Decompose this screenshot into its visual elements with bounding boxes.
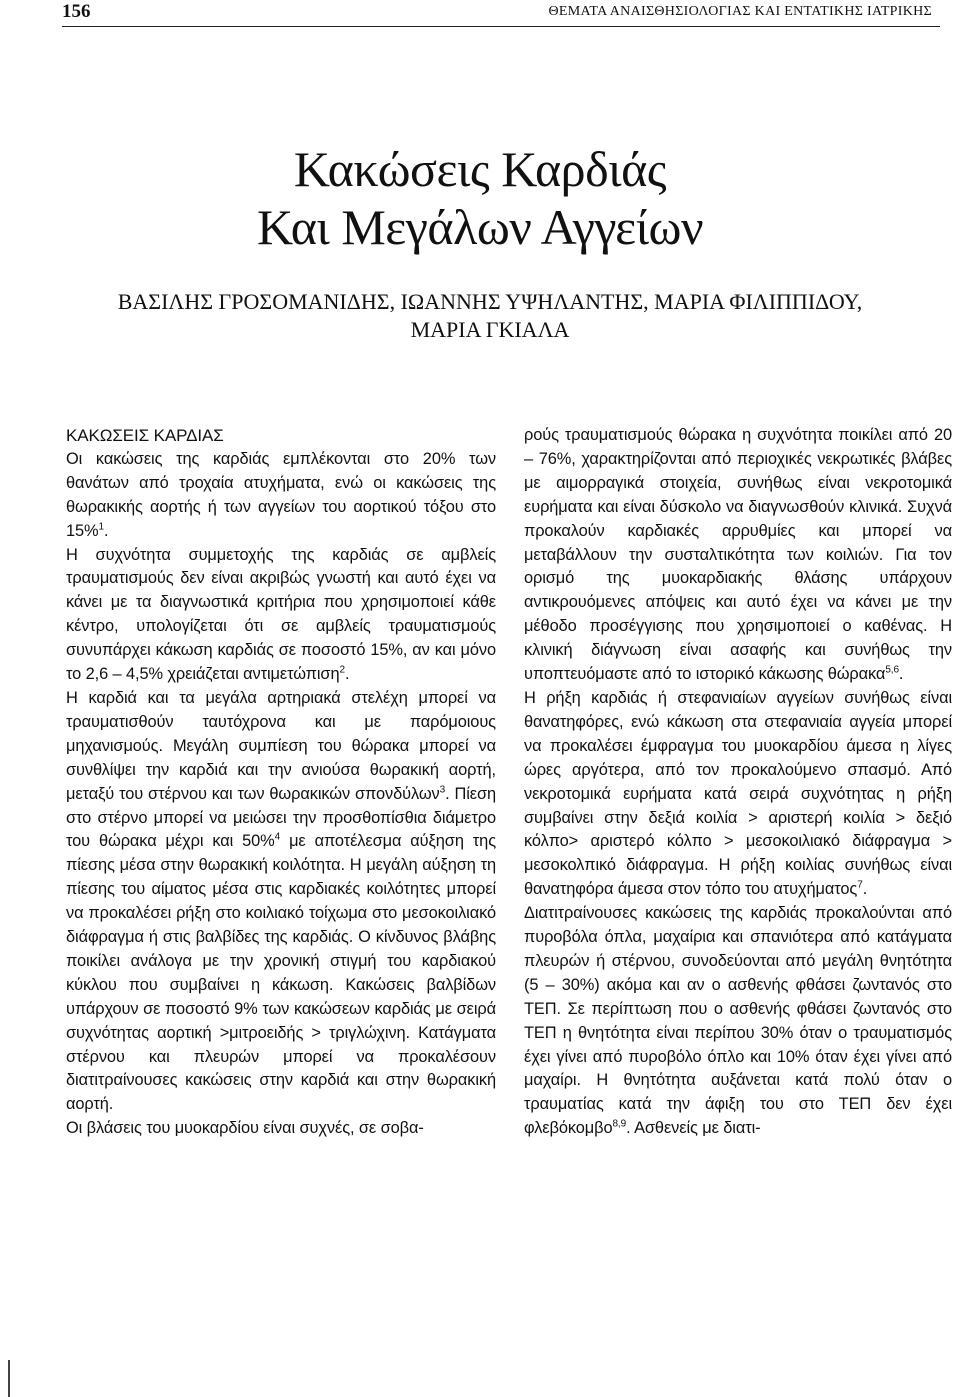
- reference-marker: 2: [339, 664, 345, 676]
- paragraph-text: ρούς τραυματισμούς θώρακα η συχνότητα ποικίλει από 20 – 76%, χαρακτηρίζονται από περιοχικές νεκρωτικές βλάβες με αιμορραγικά στοιχεία, συνήθως είναι νεκροτομικά ευρήματα και είναι δύσκολο να διαγνωσθούν κλινικά. Συχνά προκαλούν καρδιακές αρρυθμίες και μπορεί να μεταβάλλουν την συσταλτικότητα των κοιλιών. Για τον ορισμό της μυοκαρδιακής θλάσης υπάρχουν αντικρουόμενες απόψεις και αυτό έχει να κάνει με την μέθοδο προσέγγισης που χρησιμοποιεί ο καθένας. Η κλινική διάγνωση είναι ασαφής και συνήθως την υποπτευόμαστε από το ιστορικό κάκωσης θώρακα: [524, 426, 952, 684]
- reference-marker: 3: [439, 784, 446, 796]
- paragraph: [66, 687, 496, 1117]
- left-column: [66, 424, 496, 1141]
- authors-line-2: ΜΑΡΙΑ ΓΚΙΑΛΑ: [410, 317, 570, 342]
- paragraph: [524, 424, 952, 687]
- paragraph-text: Η ρήξη καρδιάς ή στεφανιαίων αγγείων συνήθως είναι θανατηφόρες, ενώ κάκωση στα στεφανιαία αγγεία μπορεί να προκαλέσει έμφραγμα του μυοκαρδίου άμεσα η λίγες ώρες αργότερα, από τον προκαλούμενο σπασμό. Από νεκροτομικά ευρήματα κατά σειρά συχνότητας η ρήξη συμβαίνει στην δεξιά κοιλία > αριστερή κοιλία > δεξιό κόλπο> αριστερό κόλπο > μεσοκοιλιακό διάφραγμα > μεσοκολπικό διάφραγμα. Η ρήξη κοιλίας συνήθως είναι θανατηφόρα άμεσα στον τόπο του ατυχήματος: [524, 688, 952, 899]
- title-line-1: Κακώσεις Καρδιάς: [293, 141, 667, 197]
- authors: [30, 288, 950, 344]
- paragraph-text: με αποτέλεσμα αύξηση της πίεσης μέσα στην θωρακική κοιλότητα. Η μεγάλη αύξηση τη πίεσης του αίματος μέσα στις καρδιακές κοιλότητες μπορεί να προκαλέσει ρήξη στο κοιλιακό τοίχωμα στο μεσοκοιλιακό διάφραγμα ή στις βαλβίδες της καρδιάς. Ο κίνδυνος βλάβης ποικίλει ανάλογα με την χρονική στιγμή του καρδιακού κύκλου που συμβαίνει η κάκωση. Κακώσεις βαλβίδων υπάρχουν σε ποσοστό 9% των κακώσεων καρδιάς με σειρά συχνότητας αορτική >μιτροειδής > τριγλώχινη. Κατάγματα στέρνου και πλευρών μπορεί να προκαλέσουν διατιτραίνουσες κακώσεις στην καρδιά και στην θωρακική αορτή.: [66, 832, 496, 1114]
- paragraph-end: .: [103, 521, 109, 540]
- paragraph: [66, 544, 496, 687]
- authors-line-1: ΒΑΣΙΛΗΣ ΓΡΟΣΟΜΑΝΙΔΗΣ, ΙΩΑΝΝΗΣ ΥΨΗΛΑΝΤΗΣ, ΜΑΡΙΑ ΦΙΛΙΠΠΙΔΟΥ,: [117, 289, 863, 314]
- scan-margin-mark: [8, 1360, 10, 1397]
- reference-marker: 5,6: [885, 664, 899, 676]
- paragraph-text: Η καρδιά και τα μεγάλα αρτηριακά στελέχη μπορεί να τραυματισθούν ταυτόχρονα και με παρόμοιους μηχανισμούς. Μεγάλη συμπίεση του θώρακα μπορεί να συνθλίψει την καρδιά και την ανιούσα θωρακική αορτή, μεταξύ του στέρνου και των θωρακικών σπονδύλων: [66, 688, 496, 803]
- reference-marker: 7: [857, 879, 863, 891]
- journal-title: ΘΕΜΑΤΑ ΑΝΑΙΣΘΗΣΙΟΛΟΓΙΑΣ ΚΑΙ ΕΝΤΑΤΙΚΗΣ ΙΑΤΡΙΚΗΣ: [548, 4, 932, 19]
- paragraph-text: . Πίεση στο στέρνο μπορεί να μειώσει την προσθοπίσθια διάμετρο του θώρακα μέχρι και 50%: [66, 784, 496, 851]
- page-number: 156: [62, 1, 91, 22]
- title-line-2: Και Μεγάλων Αγγείων: [256, 199, 704, 255]
- paragraph-text: Οι κακώσεις της καρδιάς εμπλέκονται στο 20% των θανάτων από τροχαία ατυχήματα, ενώ οι κακώσεις της θωρακικής αορτής ή των αγγείων του αορτικού τόξου στο 15%: [66, 449, 496, 540]
- paragraph: [524, 687, 952, 902]
- paragraph: [524, 902, 952, 1141]
- reference-marker: 4: [274, 831, 281, 843]
- reference-marker: 8,9: [612, 1118, 627, 1130]
- paragraph-text: Η συχνότητα συμμετοχής της καρδιάς σε αμβλείς τραυματισμούς δεν είναι ακριβώς γνωστή και αυτό έχει να κάνει με τα διαγνωστικά κριτήρια που χρησιμοποιεί κάθε κέντρο, υπολογίζεται ότι σε αμβλείς τραυματισμούς συνυπάρχει κάκωση καρδιάς σε ποσοστό 15%, αν και μόνο το 2,6 – 4,5% χρειάζεται αντιμετώπιση: [66, 545, 496, 684]
- running-header: [62, 0, 940, 27]
- article-title: [0, 140, 960, 256]
- paragraph-text: Οι βλάσεις του μυοκαρδίου είναι συχνές, σε σοβα-: [66, 1119, 424, 1138]
- right-column: [524, 424, 952, 1141]
- paragraph: [66, 1117, 496, 1141]
- paragraph: [66, 448, 496, 544]
- paragraph-text: . Ασθενείς με διατι-: [626, 1119, 761, 1138]
- reference-marker: 1: [98, 521, 104, 533]
- paragraph-end: .: [898, 665, 904, 684]
- paragraph-text: Διατιτραίνουσες κακώσεις της καρδιάς προκαλούνται από πυροβόλα όπλα, μαχαίρια και σπανιότερα από κατάγματα πλευρών ή στέρνου, συνοδεύονται από μεγάλη θνητότητα (5 – 30%) ακόμα και αν ο ασθενής φθάσει ζωντανός στο ΤΕΠ. Σε περίπτωση που ο ασθενής φθάσει ζωντανός στο ΤΕΠ η θνητότητα είναι περίπου 30% όταν ο τραυματισμός έχει γίνει από πυροβόλο όπλο και 10% όταν έχει γίνει από μαχαίρι. Η θνητότητα αυξάνεται κατά πολύ όταν ο τραυματίας κατά την άφιξη του στο ΤΕΠ δεν έχει φλεβόκομβο: [524, 904, 952, 1138]
- paragraph-end: .: [344, 665, 350, 684]
- paragraph-end: .: [862, 880, 868, 899]
- section-heading: ΚΑΚΩΣΕΙΣ ΚΑΡΔΙΑΣ: [66, 426, 224, 445]
